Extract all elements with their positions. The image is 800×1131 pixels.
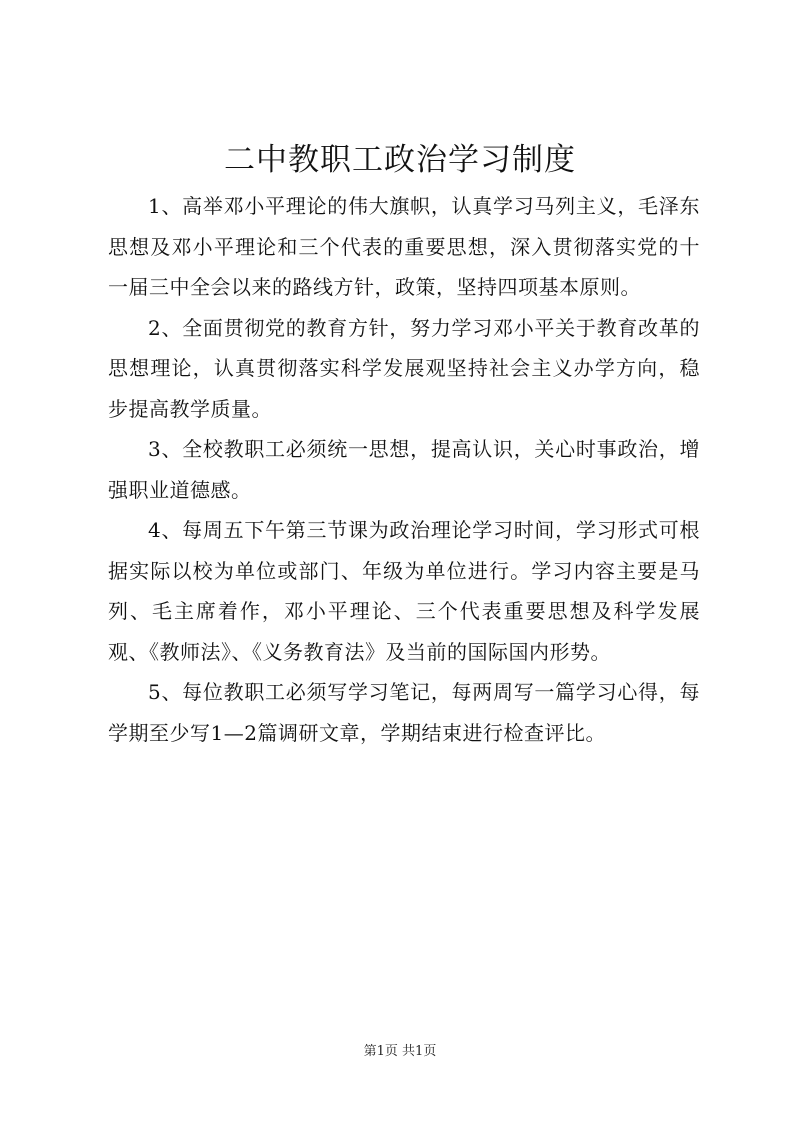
paragraph-5: 5、每位教职工必须写学习笔记，每两周写一篇学习心得，每学期至少写1—2篇调研文章，学期结束进行检查评比。 xyxy=(108,680,700,745)
page-footer: 第1页 共1页 xyxy=(363,1044,437,1059)
paragraph-4: 4、每周五下午第三节课为政治理论学习时间，学习形式可根据实际以校为单位或部门、年级为单位进行。学习内容主要是马列、毛主席着作，邓小平理论、三个代表重要思想及科学发展观、《教师法》、《义务教育法》及当前的国际国内形势。 xyxy=(108,518,700,664)
paragraph-1: 1、高举邓小平理论的伟大旗帜，认真学习马列主义，毛泽东思想及邓小平理论和三个代表的重要思想，深入贯彻落实党的十一届三中全会以来的路线方针，政策，坚持四项基本原则。 xyxy=(108,194,700,299)
document-title: 二中教职工政治学习制度 xyxy=(224,142,576,178)
paragraph-3: 3、全校教职工必须统一思想，提高认识，关心时事政治，增强职业道德感。 xyxy=(108,437,700,502)
paragraph-2: 2、全面贯彻党的教育方针，努力学习邓小平关于教育改革的思想理论，认真贯彻落实科学发展观坚持社会主义办学方向，稳步提高教学质量。 xyxy=(108,315,700,421)
document-body xyxy=(108,186,700,753)
